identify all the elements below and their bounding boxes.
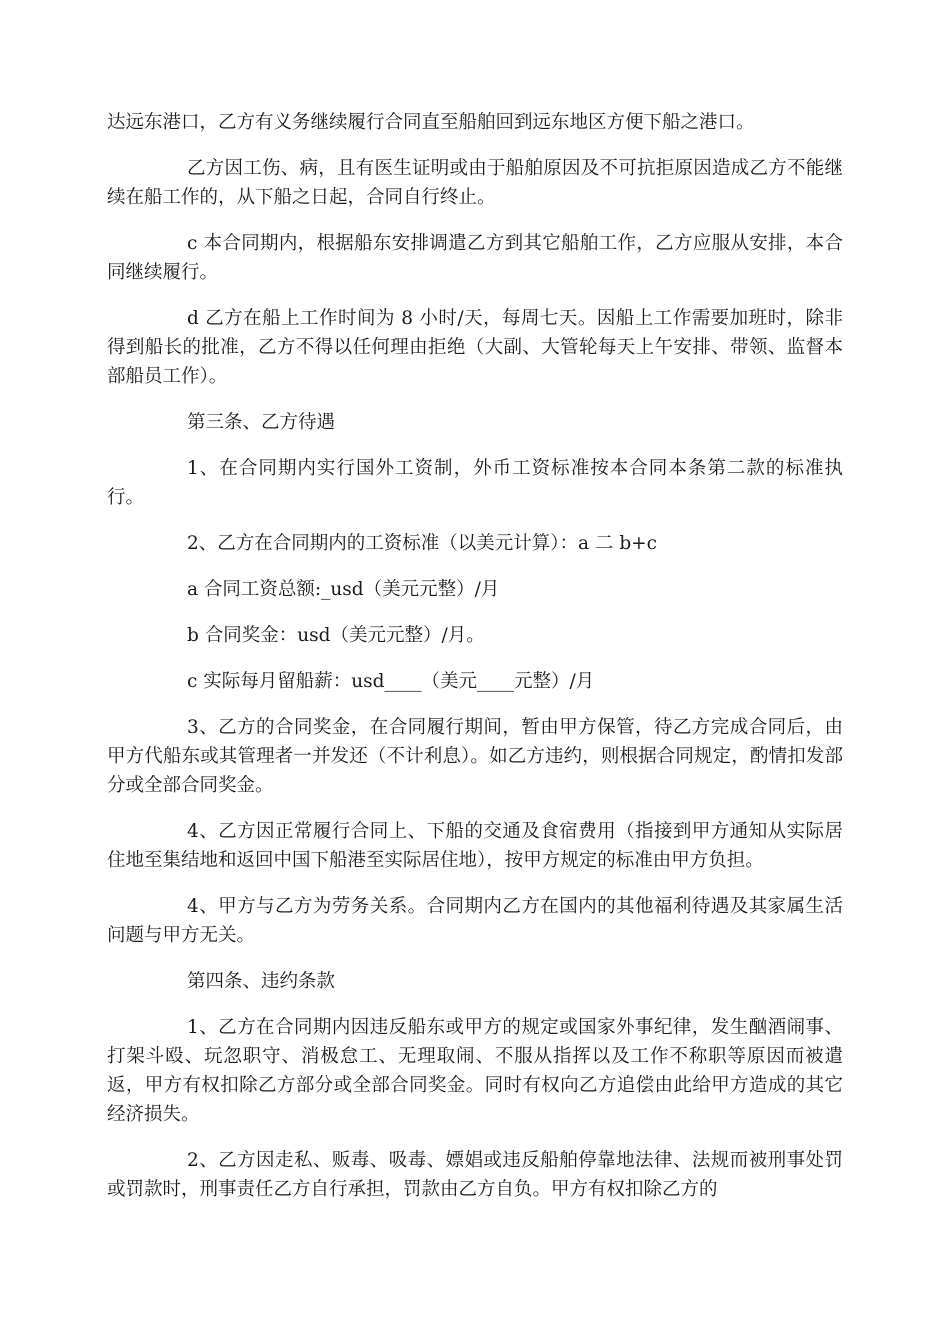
section-heading-article-4: 第四条、违约条款 — [187, 971, 336, 992]
paragraph-continuation: 达远东港口，乙方有义务继续履行合同直至船舶回到远东地区方便下船之港口。 — [107, 112, 755, 133]
paragraph-pay-c: c 实际每月留船薪：usd____（美元____元整）/月 — [187, 671, 595, 692]
paragraph-article4-item1: 1、乙方在合同期内因违反船东或甲方的规定或国家外事纪律，发生酗酒闹事、打架斗殴、玩忽职守、消极怠工、无理取闹、不服从指挥以及工作不称职等原因而被遣返，甲方有权扣除乙方部分或全部合同奖金。同时有权向乙方追偿由此给甲方造成的其它经济损失。 — [107, 1017, 843, 1125]
paragraph-article3-item4: 4、乙方因正常履行合同上、下船的交通及食宿费用（指接到甲方通知从实际居住地至集结地和返回中国下船港至实际居住地），按甲方规定的标准由甲方负担。 — [107, 821, 843, 871]
paragraph-clause-d: d 乙方在船上工作时间为 8 小时/天，每周七天。因船上工作需要加班时，除非得到船长的批准，乙方不得以任何理由拒绝（大副、大管轮每天上午安排、带领、监督本部船员工作）。 — [107, 308, 843, 387]
paragraph-salary-a: a 合同工资总额:_usd（美元元整）/月 — [187, 579, 500, 600]
paragraph-article3-item2: 2、乙方在合同期内的工资标准（以美元计算）：a 二 b+c — [187, 533, 658, 554]
section-heading-article-3: 第三条、乙方待遇 — [187, 412, 336, 433]
paragraph-bonus-b: b 合同奖金：usd（美元元整）/月。 — [187, 625, 485, 646]
document-page — [107, 108, 843, 1221]
paragraph-injury-termination: 乙方因工伤、病，且有医生证明或由于船舶原因及不可抗拒原因造成乙方不能继续在船工作的，从下船之日起，合同自行终止。 — [107, 158, 843, 208]
paragraph-article3-item1: 1、在合同期内实行国外工资制，外币工资标准按本合同本条第二款的标准执行。 — [107, 458, 843, 508]
paragraph-clause-c: c 本合同期内，根据船东安排调遣乙方到其它船舶工作，乙方应服从安排，本合同继续履行。 — [107, 233, 843, 283]
paragraph-article3-item4b: 4、甲方与乙方为劳务关系。合同期内乙方在国内的其他福利待遇及其家属生活问题与甲方无关。 — [107, 896, 843, 946]
paragraph-article3-item3: 3、乙方的合同奖金，在合同履行期间，暂由甲方保管，待乙方完成合同后，由甲方代船东或其管理者一并发还（不计利息）。如乙方违约，则根据合同规定，酌情扣发部分或全部合同奖金。 — [107, 717, 843, 796]
paragraph-article4-item2: 2、乙方因走私、贩毒、吸毒、嫖娼或违反船舶停靠地法律、法规而被刑事处罚或罚款时，刑事责任乙方自行承担，罚款由乙方自负。甲方有权扣除乙方的 — [107, 1150, 843, 1200]
